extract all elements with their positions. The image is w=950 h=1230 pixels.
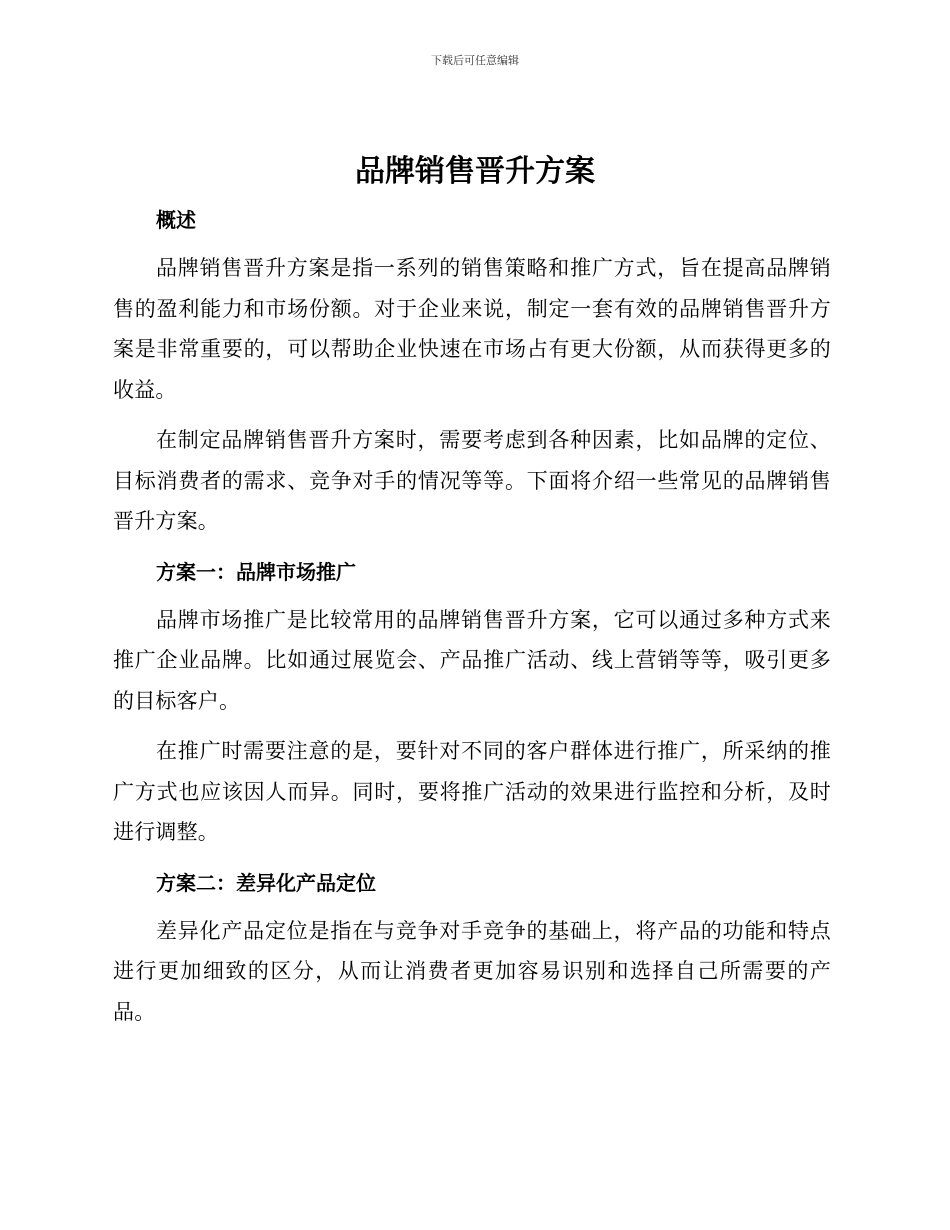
- page-header: 下载后可任意编辑: [431, 54, 519, 67]
- paragraph: 品牌市场推广是比较常用的品牌销售晋升方案，它可以通过多种方式来推广企业品牌。比如通过展览会、产品推广活动、线上营销等等，吸引更多的目标客户。: [113, 607, 831, 713]
- document-body: [113, 200, 831, 1042]
- document-title: 品牌销售晋升方案: [355, 154, 595, 189]
- section-heading-overview: 概述: [156, 208, 196, 232]
- paragraph: 品牌销售晋升方案是指一系列的销售策略和推广方式，旨在提高品牌销售的盈利能力和市场份额。对于企业来说，制定一套有效的品牌销售晋升方案是非常重要的，可以帮助企业快速在市场占有更大份额，从而获得更多的收益。: [113, 256, 831, 402]
- paragraph: 在推广时需要注意的是，要针对不同的客户群体进行推广，所采纳的推广方式也应该因人而异。同时，要将推广活动的效果进行监控和分析，及时进行调整。: [113, 739, 831, 844]
- paragraph: 在制定品牌销售晋升方案时，需要考虑到各种因素，比如品牌的定位、目标消费者的需求、竞争对手的情况等等。下面将介绍一些常见的品牌销售晋升方案。: [113, 428, 831, 533]
- section-heading-plan-one: 方案一：品牌市场推广: [156, 559, 356, 584]
- paragraph: 差异化产品定位是指在与竞争对手竞争的基础上，将产品的功能和特点进行更加细致的区分，从而让消费者更加容易识别和选择自己所需要的产品。: [113, 918, 831, 1024]
- section-heading-plan-two: 方案二：差异化产品定位: [156, 870, 376, 895]
